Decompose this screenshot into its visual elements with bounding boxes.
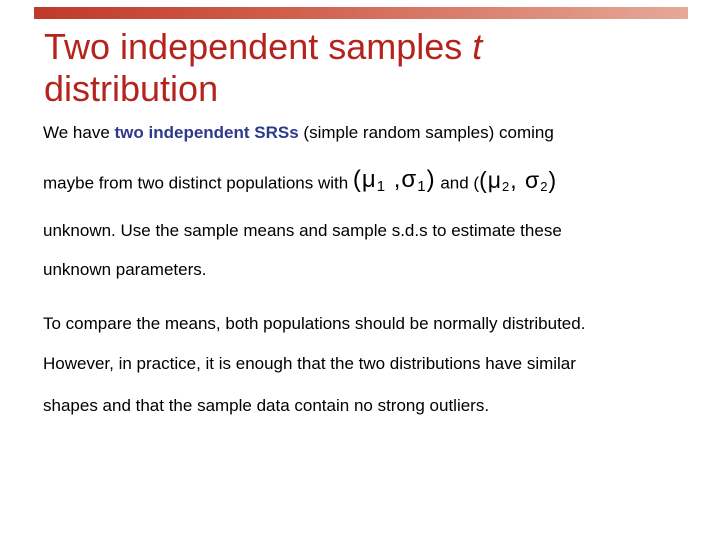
text-segment: and xyxy=(435,173,474,193)
math-part: ,σ xyxy=(386,166,418,193)
title-line-2: distribution xyxy=(44,68,219,109)
paragraph-line-5: To compare the means, both populations should be normally distributed. xyxy=(43,314,586,333)
math-pop1-params xyxy=(353,166,436,193)
header-accent-bar xyxy=(34,7,688,19)
paragraph-line-2 xyxy=(43,166,558,197)
math-subscript: 2 xyxy=(540,179,549,194)
math-part: ) xyxy=(548,167,558,193)
slide-title xyxy=(44,26,684,110)
paragraph-line-6: However, in practice, it is enough that the two distributions have similar xyxy=(43,354,576,373)
title-text: Two independent samples xyxy=(44,26,473,67)
math-part: ) xyxy=(426,166,436,193)
math-part: (μ xyxy=(352,166,377,193)
paragraph-line-3: unknown. Use the sample means and sample s.d.s to estimate these xyxy=(43,221,562,240)
math-part: ( xyxy=(473,173,480,193)
math-pop2-params xyxy=(479,167,557,193)
paragraph-line-4: unknown parameters. xyxy=(43,260,207,279)
text-segment: We have xyxy=(43,123,115,142)
text-segment: (simple random samples) coming xyxy=(298,123,554,142)
math-subscript: 2 xyxy=(502,179,511,194)
title-italic-t: t xyxy=(472,26,483,67)
paragraph-line-1 xyxy=(43,123,554,143)
math-part: , σ xyxy=(510,167,541,193)
math-subscript: 1 xyxy=(417,178,427,195)
emphasis-text: two independent SRSs xyxy=(114,123,299,142)
math-subscript: 1 xyxy=(376,178,387,195)
text-segment: maybe from two distinct populations with xyxy=(43,173,353,193)
math-part: (μ xyxy=(479,167,502,193)
title-line-1 xyxy=(44,26,684,68)
paragraph-line-7: shapes and that the sample data contain no strong outliers. xyxy=(43,396,490,415)
